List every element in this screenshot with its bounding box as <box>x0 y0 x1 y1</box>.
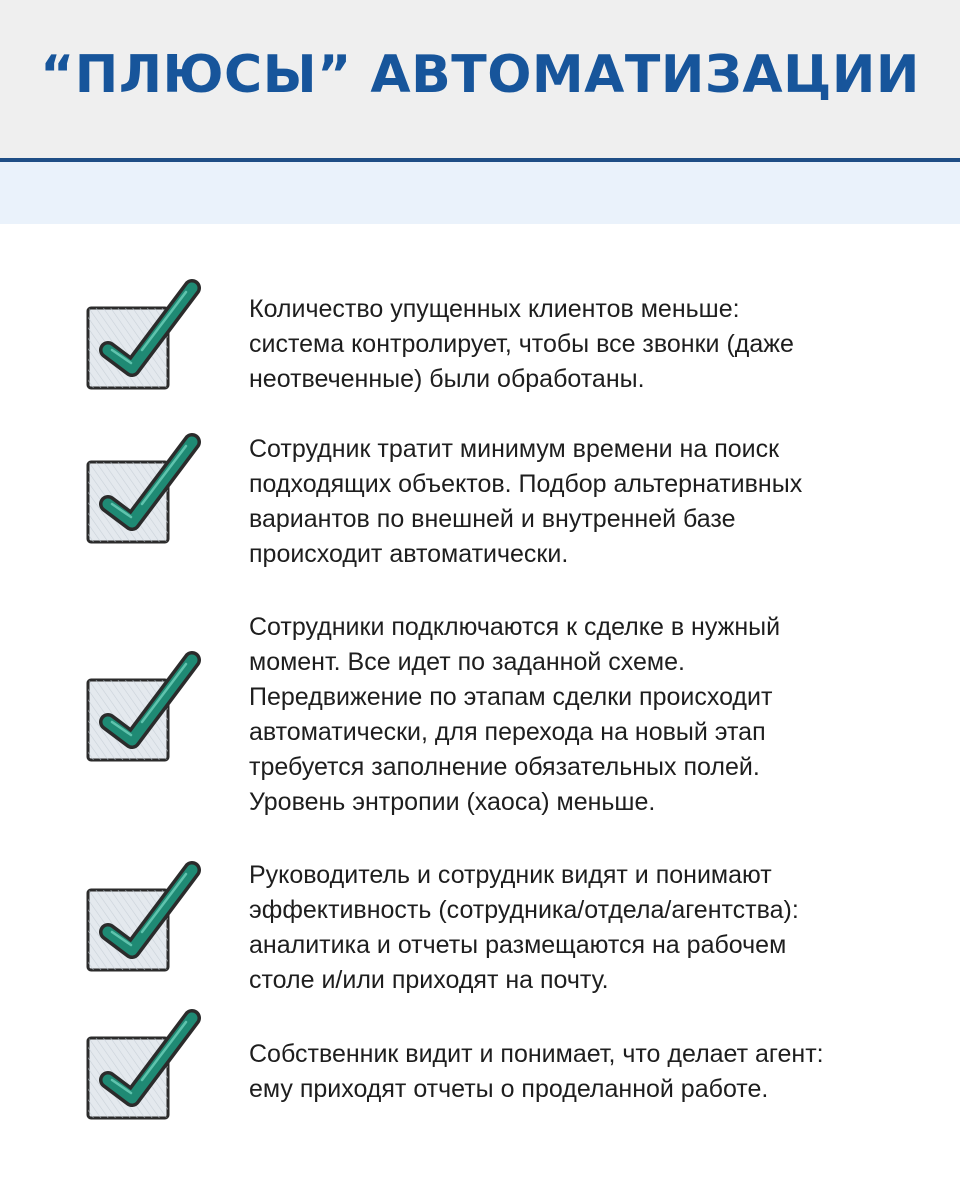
item-text: Сотрудники подключаются к сделке в нужный момент. Все идет по заданной схеме. Передвижение по этапам сделки происходит автоматически, для перехода на новый этап требуется заполнение обязательных полей. Уровень энтропии (хаоса) меньше. <box>249 613 781 816</box>
item-text: Руководитель и сотрудник видят и понимают эффективность (сотрудника/отдела/агентства): аналитика и отчеты размещаются на рабочем столе и/или приходят на почту. <box>249 861 799 994</box>
checkbox-checked-icon <box>82 278 202 398</box>
checkbox-checked-icon <box>82 650 202 770</box>
item-text: Количество упущенных клиентов меньше: система контролирует, чтобы все звонки (даже неотвеченные) были обработаны. <box>249 295 794 393</box>
checkbox-checked-icon <box>82 1008 202 1128</box>
item-text: Собственник видит и понимает, что делает агент: ему приходят отчеты о проделанной работе. <box>249 1040 824 1103</box>
checkbox-checked-icon <box>82 860 202 980</box>
checkbox-checked-icon <box>82 432 202 552</box>
header <box>0 0 960 158</box>
sub-header-band <box>0 162 960 224</box>
item-text: Сотрудник тратит минимум времени на поиск подходящих объектов. Подбор альтернативных вариантов по внешней и внутренней базе происходит автоматически. <box>249 435 803 568</box>
page-title: “ПЛЮСЫ” АВТОМАТИЗАЦИИ <box>40 45 920 105</box>
